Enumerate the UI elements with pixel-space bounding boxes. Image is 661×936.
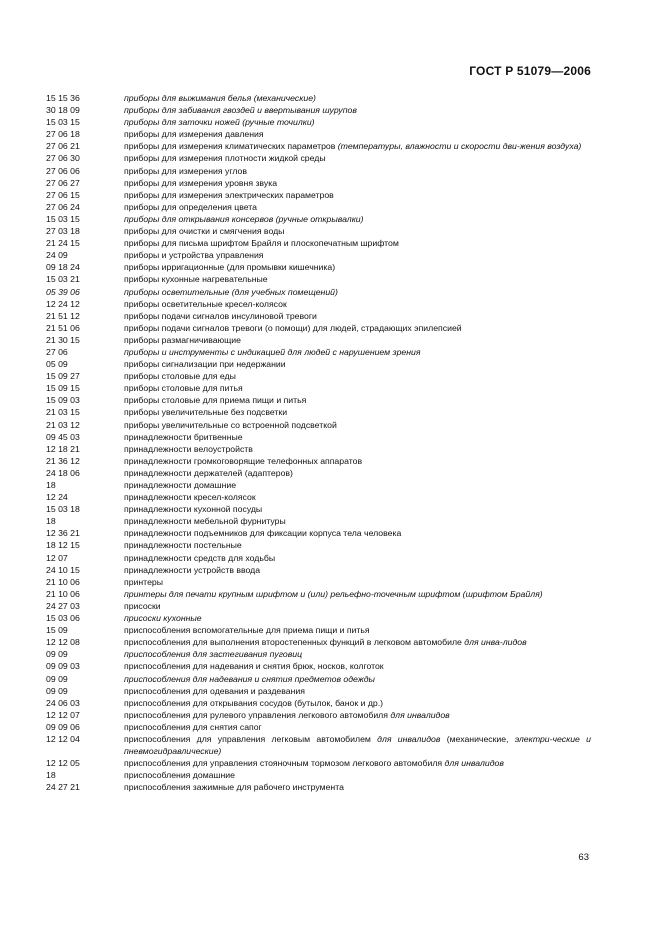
entry-text: приборы для заточки ножей (ручные точилки)	[124, 117, 315, 128]
entry-text: принадлежности средств для ходьбы	[124, 552, 276, 563]
entry-description	[124, 140, 591, 152]
entry-code: 12 18 21	[46, 443, 80, 454]
entry-code: 24 27 21	[46, 782, 80, 793]
entry-text: приборы осветительные (для учебных помещений)	[124, 286, 338, 297]
entry-description	[124, 443, 591, 455]
entry-code: 18	[46, 480, 56, 490]
entry-text: приборы для измерения климатических параметров	[124, 141, 338, 152]
entry-description	[124, 781, 591, 793]
entry-code: 21 10 06	[46, 588, 80, 599]
entry-text: присоски кухонные	[124, 613, 202, 624]
entry-description	[124, 261, 591, 273]
entry-description	[124, 431, 591, 443]
entry-code: 09 18 24	[46, 262, 80, 273]
index-entry	[46, 709, 591, 721]
entry-text: приспособления для снятия сапог	[124, 721, 262, 732]
index-entry	[46, 249, 591, 261]
entry-code: 15 03 06	[46, 613, 80, 624]
entry-description	[124, 382, 591, 394]
entry-code: 30 18 09	[46, 105, 80, 116]
index-entry	[46, 612, 591, 624]
entry-text: приборы подачи сигналов инсулиновой тревоги	[124, 310, 317, 321]
index-entry	[46, 600, 591, 612]
index-entry	[46, 140, 591, 152]
entry-code: 12 12 08	[46, 637, 80, 648]
index-entry	[46, 298, 591, 310]
index-entry	[46, 443, 591, 455]
entry-code: 12 12 05	[46, 758, 80, 769]
entry-code: 09 09	[46, 673, 68, 684]
entry-code: 27 06	[46, 346, 68, 357]
entry-description	[124, 104, 591, 116]
entry-text: для инвалидов	[444, 758, 504, 769]
entry-code: 27 06 21	[46, 141, 80, 152]
entry-text: приборы столовые для приема пищи и питья	[124, 395, 307, 406]
entry-code: 15 15 36	[46, 93, 80, 103]
entry-description	[124, 394, 591, 406]
entry-description	[124, 201, 591, 213]
entry-code: 24 06 03	[46, 697, 80, 708]
entry-description	[124, 322, 591, 334]
entry-description	[124, 588, 591, 600]
entry-code: 09 09	[46, 649, 68, 660]
entry-text: принадлежности устройств ввода	[124, 564, 261, 575]
entry-text: приспособления для застегивания пуговиц	[124, 649, 303, 660]
entry-text: принтеры для печати крупным шрифтом и (или) рельефно-точечным шрифтом (шрифтом Брайля)	[124, 588, 543, 599]
entry-code: 21 51 12	[46, 310, 80, 321]
entry-text: для инвалидов	[390, 709, 450, 720]
entry-description	[124, 419, 591, 431]
index-entry	[46, 733, 591, 757]
entry-code: 21 03 12	[46, 419, 80, 430]
entry-code: 18	[46, 770, 56, 781]
entry-text: приборы для измерения давления	[124, 129, 264, 140]
entry-text: принадлежности кресел-колясок	[124, 492, 256, 503]
entry-code: 24 18 06	[46, 467, 80, 478]
index-entry	[46, 455, 591, 467]
entry-code: 09 09 03	[46, 661, 80, 672]
entry-description	[124, 213, 591, 225]
entry-description	[124, 467, 591, 479]
entry-description	[124, 249, 591, 261]
entry-text: приборы увеличительные без подсветки	[124, 407, 288, 418]
entry-code: 09 09	[46, 685, 68, 696]
index-entry	[46, 721, 591, 733]
entry-text: (температуры, влажности и скорости дви-жения воздуха)	[337, 141, 582, 152]
entry-description	[124, 237, 591, 249]
entry-text: приборы столовые для еды	[124, 371, 236, 382]
entry-code: 05 09	[46, 359, 68, 370]
entry-code: 12 24	[46, 492, 68, 503]
entry-code: 12 07	[46, 552, 68, 563]
index-entry	[46, 527, 591, 539]
entry-code: 12 24 12	[46, 298, 80, 309]
index-entry	[46, 406, 591, 418]
entry-description	[124, 709, 591, 721]
entry-description	[124, 491, 591, 503]
index-entry	[46, 382, 591, 394]
index-entry	[46, 576, 591, 588]
index-entry	[46, 370, 591, 382]
entry-description	[124, 177, 591, 189]
entry-description	[124, 165, 591, 177]
index-entry	[46, 177, 591, 189]
entry-description	[124, 564, 591, 576]
entry-description	[124, 152, 591, 164]
entry-text: приборы для измерения уровня звука	[124, 177, 278, 188]
entry-description	[124, 552, 591, 564]
entry-code: 12 36 21	[46, 528, 80, 539]
index-entry	[46, 431, 591, 443]
entry-text: принадлежности подъемников для фиксации корпуса тела человека	[124, 528, 402, 539]
page-number: 63	[578, 852, 589, 863]
entry-text: приборы подачи сигналов тревоги (о помощи) для людей, страдающих эпилепсией	[124, 322, 462, 333]
index-entry	[46, 769, 591, 781]
entry-text: приспособления для надевания и снятия предметов одежды	[124, 673, 375, 684]
entry-text: приспособления зажимные для рабочего инструмента	[124, 782, 344, 793]
entry-code: 15 09 15	[46, 383, 80, 394]
entry-description	[124, 406, 591, 418]
entry-text: приборы для измерения углов	[124, 165, 247, 176]
entry-description	[124, 636, 591, 648]
entry-text: приборы для письма шрифтом Брайля и плоскопечатным шрифтом	[124, 238, 399, 249]
entry-code: 21 03 15	[46, 407, 80, 418]
entry-text: присоски	[124, 600, 161, 611]
entry-code: 24 09	[46, 250, 68, 261]
document-header: ГОСТ Р 51079—2006	[469, 64, 591, 78]
entry-description	[124, 455, 591, 467]
entry-code: 27 06 18	[46, 129, 80, 140]
entry-code: 18 12 15	[46, 540, 80, 551]
index-entry	[46, 673, 591, 685]
index-entry	[46, 660, 591, 672]
index-entry	[46, 588, 591, 600]
entry-code: 15 03 18	[46, 504, 80, 515]
entry-text: приборы для выжимания белья (механические)	[124, 93, 316, 103]
entry-code: 21 51 06	[46, 322, 80, 333]
index-entry	[46, 697, 591, 709]
entry-description	[124, 346, 591, 358]
entry-description	[124, 624, 591, 636]
entry-text: приборы ирригационные (для промывки кишечника)	[124, 262, 336, 273]
entry-text: приборы для измерения электрических параметров	[124, 189, 334, 200]
index-entry	[46, 539, 591, 551]
entry-code: 21 36 12	[46, 455, 80, 466]
entry-text: приспособления для одевания и раздевания	[124, 685, 305, 696]
index-entry	[46, 116, 591, 128]
entry-text: приборы для измерения плотности жидкой среды	[124, 153, 326, 164]
index-entry	[46, 286, 591, 298]
entry-text: приборы осветительные кресел-колясок	[124, 298, 287, 309]
entry-code: 27 06 06	[46, 165, 80, 176]
entry-text: принадлежности кухонной посуды	[124, 504, 263, 515]
index-entry	[46, 491, 591, 503]
entry-description	[124, 298, 591, 310]
entry-description	[124, 721, 591, 733]
entry-code: 27 06 27	[46, 177, 80, 188]
index-entry	[46, 624, 591, 636]
entry-text: принадлежности держателей (адаптеров)	[124, 467, 293, 478]
index-entry	[46, 273, 591, 285]
entry-code: 27 06 15	[46, 189, 80, 200]
entry-code: 09 09 06	[46, 721, 80, 732]
index-entry	[46, 564, 591, 576]
entry-code: 15 09 03	[46, 395, 80, 406]
entry-code: 27 06 24	[46, 201, 80, 212]
entry-description	[124, 697, 591, 709]
entry-description	[124, 600, 591, 612]
index-entry	[46, 310, 591, 322]
entry-description	[124, 733, 591, 757]
entry-text: принадлежности бритвенные	[124, 431, 243, 442]
entry-text: принадлежности мебельной фурнитуры	[124, 516, 286, 527]
entry-text: приборы для забивания гвоздей и ввертывания шурупов	[124, 105, 357, 116]
index-entry	[46, 261, 591, 273]
index-entry	[46, 334, 591, 346]
entry-text: приборы увеличительные со встроенной подсветкой	[124, 419, 337, 430]
entry-text: приспособления для выполнения второстепенных функций в легковом автомобиле	[124, 637, 465, 648]
entry-code: 21 24 15	[46, 238, 80, 249]
entry-description	[124, 273, 591, 285]
index-entry	[46, 515, 591, 527]
entry-description	[124, 370, 591, 382]
entry-text: принадлежности велоустройств	[124, 443, 253, 454]
entry-text: приборы и устройства управления	[124, 250, 264, 261]
entry-text: приспособления для управления стояночным тормозом легкового автомобиля	[124, 758, 445, 769]
entry-description	[124, 128, 591, 140]
entry-code: 15 09 27	[46, 371, 80, 382]
entry-description	[124, 673, 591, 685]
entry-code: 21 10 06	[46, 576, 80, 587]
entry-text: для инвалидов	[377, 733, 441, 744]
index-entry	[46, 201, 591, 213]
index-entry	[46, 346, 591, 358]
entry-description	[124, 310, 591, 322]
index-entry	[46, 503, 591, 515]
index-entry	[46, 394, 591, 406]
index-entry	[46, 189, 591, 201]
entry-text: принадлежности постельные	[124, 540, 242, 551]
entry-code: 15 03 15	[46, 117, 80, 128]
entry-description	[124, 358, 591, 370]
entry-description	[124, 660, 591, 672]
entry-description	[124, 286, 591, 298]
index-entry	[46, 781, 591, 793]
entry-code: 24 27 03	[46, 600, 80, 611]
entry-description	[124, 527, 591, 539]
entry-text: принтеры	[124, 576, 163, 587]
index-entry	[46, 322, 591, 334]
entry-text: приспособления для управления легковым автомобилем	[124, 733, 378, 744]
entry-code: 18	[46, 516, 56, 527]
entry-text: приспособления вспомогательные для приема пищи и питья	[124, 625, 370, 636]
entry-text: приборы столовые для питья	[124, 383, 243, 394]
entry-description	[124, 503, 591, 515]
entry-text: приспособления для рулевого управления легкового автомобиля	[124, 709, 391, 720]
entry-description	[124, 334, 591, 346]
entry-text: приборы для очистки и смягчения воды	[124, 226, 285, 237]
entry-text: электри-ческие и пневмогидравлические)	[124, 733, 591, 757]
entry-description	[124, 92, 591, 104]
entry-description	[124, 116, 591, 128]
entry-description	[124, 576, 591, 588]
entry-description	[124, 189, 591, 201]
index-entry	[46, 419, 591, 431]
entry-code: 15 03 15	[46, 213, 80, 224]
entry-description	[124, 515, 591, 527]
index-entry	[46, 128, 591, 140]
index-entry	[46, 92, 591, 104]
index-entry	[46, 225, 591, 237]
index-entry	[46, 104, 591, 116]
index-entry	[46, 358, 591, 370]
entry-description	[124, 769, 591, 781]
entry-code: 05 39 06	[46, 286, 80, 297]
entry-code: 09 45 03	[46, 431, 80, 442]
entry-code: 15 09	[46, 625, 68, 636]
entry-description	[124, 757, 591, 769]
entry-description	[124, 225, 591, 237]
entry-code: 12 12 07	[46, 709, 80, 720]
index-entry	[46, 685, 591, 697]
entry-text: приспособления домашние	[124, 770, 235, 781]
entry-code: 21 30 15	[46, 334, 80, 345]
entry-text: приборы сигнализации при недержании	[124, 359, 286, 370]
entry-description	[124, 648, 591, 660]
index-entry	[46, 552, 591, 564]
entry-code: 12 12 04	[46, 733, 80, 744]
index-entry	[46, 213, 591, 225]
entry-text: приспособления для открывания сосудов (бутылок, банок и др.)	[124, 697, 384, 708]
entry-code: 27 03 18	[46, 226, 80, 237]
entry-text: приборы размагничивающие	[124, 334, 241, 345]
index-entry	[46, 237, 591, 249]
entry-text: приборы для определения цвета	[124, 201, 257, 212]
entry-description	[124, 685, 591, 697]
index-entry	[46, 467, 591, 479]
entry-text: (механические,	[440, 733, 515, 744]
entry-code: 24 10 15	[46, 564, 80, 575]
entry-text: для инва-лидов	[464, 637, 527, 648]
index-entry	[46, 636, 591, 648]
entry-text: приборы кухонные нагревательные	[124, 274, 268, 285]
entry-text: приборы и инструменты с индикацией для людей с нарушением зрения	[124, 346, 421, 357]
entry-description	[124, 612, 591, 624]
index-entry	[46, 648, 591, 660]
index-entry	[46, 479, 591, 491]
entry-description	[124, 539, 591, 551]
entry-code: 27 06 30	[46, 153, 80, 164]
entry-code: 15 03 21	[46, 274, 80, 285]
index-entries	[46, 92, 591, 793]
entry-text: приборы для открывания консервов (ручные открывалки)	[124, 213, 364, 224]
index-entry	[46, 152, 591, 164]
index-entry	[46, 757, 591, 769]
entry-text: принадлежности домашние	[124, 480, 237, 490]
index-entry	[46, 165, 591, 177]
entry-text: принадлежности громкоговорящие телефонных аппаратов	[124, 455, 363, 466]
entry-text: приспособления для надевания и снятия брюк, носков, колготок	[124, 661, 384, 672]
entry-description	[124, 479, 591, 491]
